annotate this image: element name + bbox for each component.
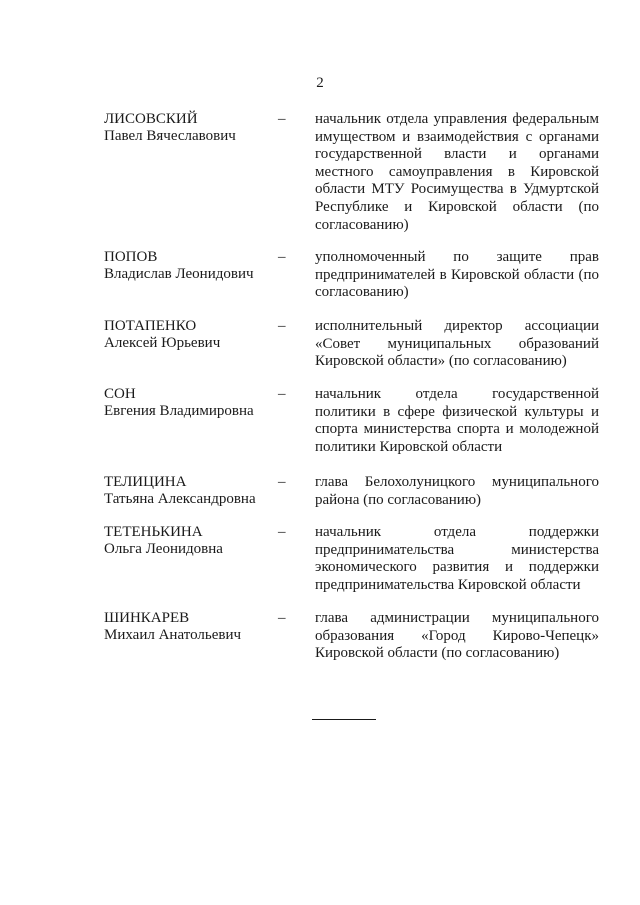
member-given-name: Михаил Анатольевич <box>104 627 242 643</box>
member-given-name: Татьяна Александровна <box>104 491 256 507</box>
closing-rule <box>312 719 376 720</box>
member-position: уполномоченный по защите прав предпринимателей в Кировской области (по согласованию) <box>315 249 599 301</box>
member-position: исполнительный директор ассоциации «Совет муниципальных образований Кировской области» (по согласованию) <box>315 318 599 370</box>
member-name <box>104 111 284 145</box>
member-given-name: Ольга Леонидовна <box>104 541 223 557</box>
separator-dash: – <box>278 111 286 127</box>
member-surname: ТЕТЕНЬКИНА <box>104 524 203 540</box>
member-surname: ТЕЛИЦИНА <box>104 474 187 490</box>
member-surname: ПОТАПЕНКО <box>104 318 197 334</box>
member-name <box>104 524 284 558</box>
page-number: 2 <box>316 75 324 91</box>
member-name <box>104 474 284 508</box>
member-name <box>104 610 284 644</box>
member-surname: СОН <box>104 386 136 402</box>
member-name <box>104 386 284 420</box>
separator-dash: – <box>278 474 286 490</box>
member-name <box>104 318 284 352</box>
member-position: глава Белохолуницкого муниципального района (по согласованию) <box>315 474 599 508</box>
member-position: начальник отдела управления федеральным имуществом и взаимодействия с органами государственной власти и органами местного самоуправления в Кировской области МТУ Росимущества в Удмуртской Республике и Кировской области (по согласованию) <box>315 111 599 233</box>
member-given-name: Евгения Владимировна <box>104 403 254 419</box>
member-surname: ЛИСОВСКИЙ <box>104 111 198 127</box>
member-surname: ПОПОВ <box>104 249 158 265</box>
member-given-name: Владислав Леонидович <box>104 266 254 282</box>
member-surname: ШИНКАРЕВ <box>104 610 190 626</box>
member-given-name: Павел Вячеславович <box>104 128 236 144</box>
member-position: глава администрации муниципального образования «Город Кирово-Чепецк» Кировской области (по согласованию) <box>315 610 599 662</box>
separator-dash: – <box>278 610 286 626</box>
separator-dash: – <box>278 524 286 540</box>
member-given-name: Алексей Юрьевич <box>104 335 221 351</box>
member-name <box>104 249 284 283</box>
separator-dash: – <box>278 386 286 402</box>
separator-dash: – <box>278 318 286 334</box>
member-position: начальник отдела поддержки предпринимательства министерства экономического развития и поддержки предпринимательства Кировской области <box>315 524 599 593</box>
member-position: начальник отдела государственной политики в сфере физической культуры и спорта министерства спорта и молодежной политики Кировской области <box>315 386 599 455</box>
separator-dash: – <box>278 249 286 265</box>
